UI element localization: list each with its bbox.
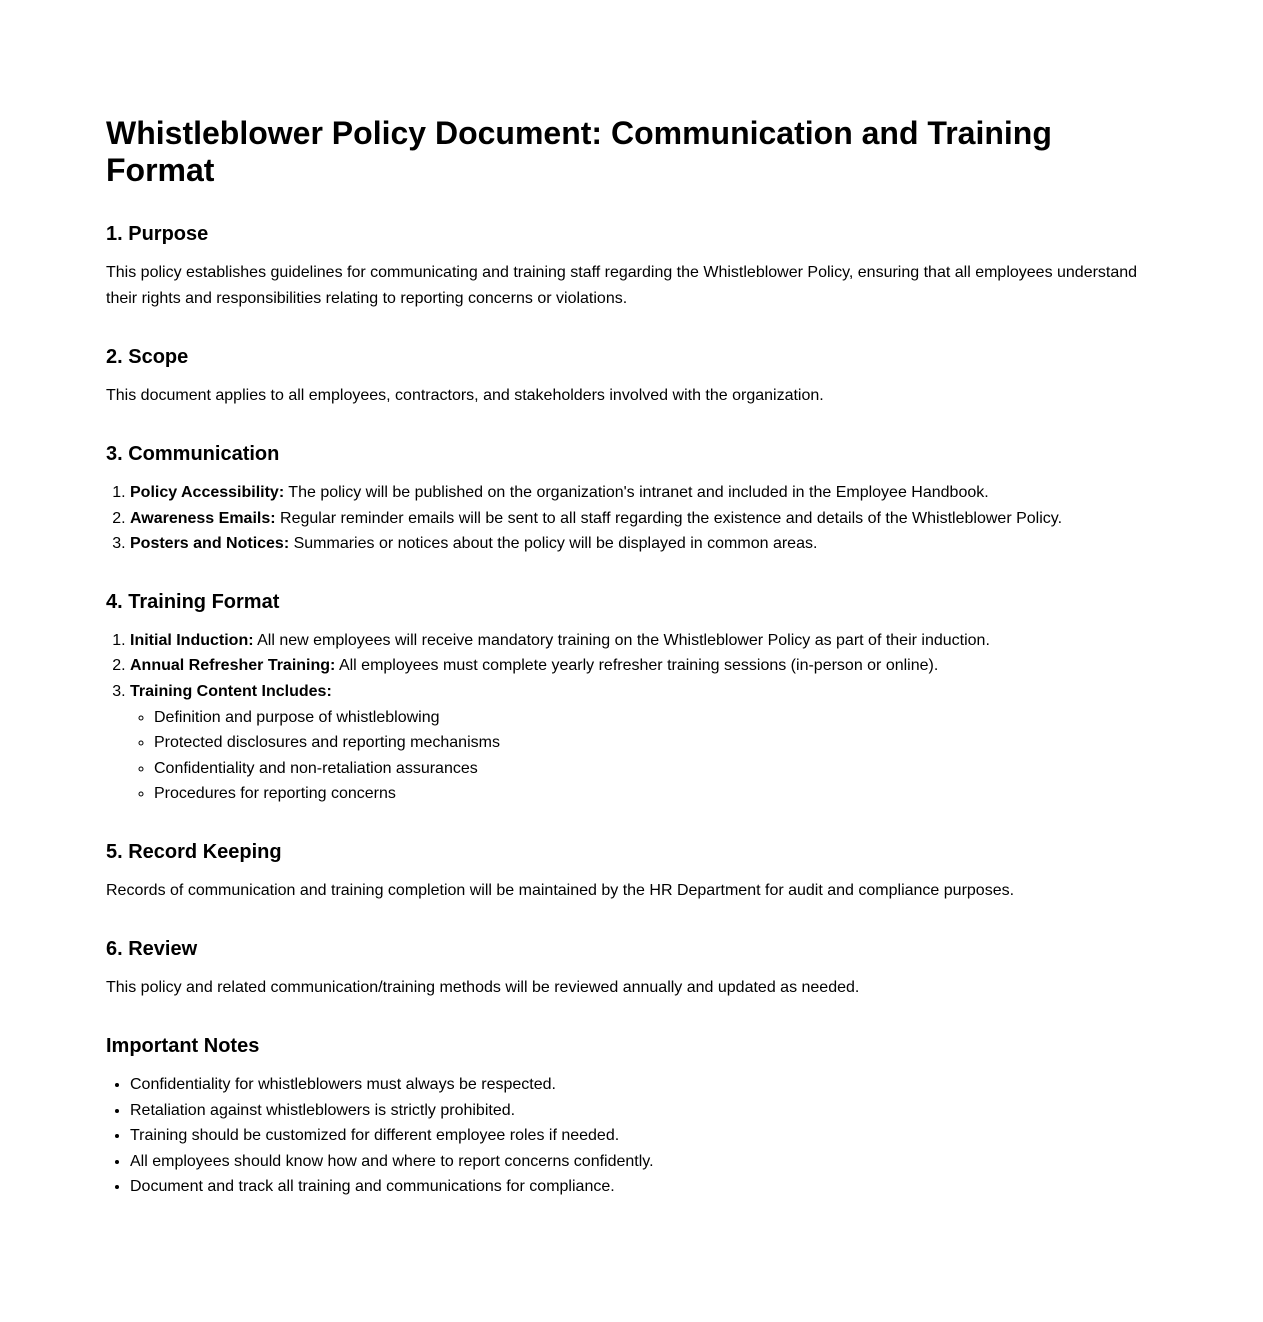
list-item: ◦ Protected disclosures and reporting mechanisms (154, 730, 1157, 756)
item-text: Regular reminder emails will be sent to all staff regarding the existence and details of the Whistleblower Policy. (275, 509, 1063, 527)
item-text: Summaries or notices about the policy will be displayed in common areas. (289, 535, 818, 553)
item-label: Policy Accessibility: (130, 484, 285, 501)
training-heading: 4. Training Format (106, 590, 280, 613)
item-label: Annual Refresher Training: (130, 657, 336, 675)
communication-heading: 3. Communication (106, 443, 280, 465)
list-item (130, 506, 1157, 532)
purpose-heading: 1. Purpose (106, 223, 209, 245)
notes-heading: Important Notes (106, 1034, 260, 1057)
item-text: The policy will be published on the organization's intranet and included in the Employee Handbook. (284, 484, 989, 501)
training-content-list (130, 705, 1157, 807)
section-purpose (106, 222, 1157, 312)
item-label: Initial Induction: (130, 631, 254, 649)
list-item: • Confidentiality for whistleblowers must always be respected. (130, 1072, 1157, 1098)
list-item: • All employees should know how and where to report concerns confidently. (130, 1149, 1157, 1175)
section-training (106, 590, 1157, 807)
communication-list (106, 480, 1157, 557)
item-text: All new employees will receive mandatory training on the Whistleblower Policy as part of their induction. (253, 631, 990, 649)
training-list (106, 628, 1157, 807)
review-text: This policy and related communication/training methods will be reviewed annually and updated as needed. (106, 978, 860, 996)
list-item (130, 531, 1157, 557)
section-scope (106, 345, 1157, 409)
item-label: Awareness Emails: (130, 509, 276, 527)
list-item: • Training should be customized for different employee roles if needed. (130, 1123, 1157, 1149)
scope-heading: 2. Scope (106, 346, 189, 368)
list-item: • Document and track all training and communications for compliance. (130, 1174, 1157, 1200)
list-item: ◦ Procedures for reporting concerns (154, 781, 1157, 807)
section-important-notes (106, 1034, 1157, 1200)
page-title: Whistleblower Policy Document: Communication and Training Format (106, 115, 1052, 188)
scope-text: This document applies to all employees, contractors, and stakeholders involved with the organization. (106, 387, 824, 404)
notes-list (106, 1072, 1157, 1200)
records-text: Records of communication and training completion will be maintained by the HR Department for audit and compliance purposes. (106, 881, 1015, 899)
section-communication (106, 442, 1157, 557)
list-item: ◦ Definition and purpose of whistleblowing (154, 705, 1157, 731)
review-heading: 6. Review (106, 937, 198, 960)
list-item (130, 679, 1157, 807)
records-heading: 5. Record Keeping (106, 840, 282, 863)
item-label: Posters and Notices: (130, 535, 290, 553)
list-item (130, 480, 1157, 506)
list-item (130, 628, 1157, 654)
section-record-keeping (106, 840, 1157, 904)
purpose-text: This policy establishes guidelines for communicating and training staff regarding the Whistleblower Policy, ensuring that all employees understand their rights and responsibilities relating to reporting concerns or violations. (106, 264, 1138, 307)
item-label: Training Content Includes: (130, 682, 332, 700)
list-item (130, 653, 1157, 679)
list-item: • Retaliation against whistleblowers is strictly prohibited. (130, 1098, 1157, 1124)
list-item: ◦ Confidentiality and non-retaliation assurances (154, 756, 1157, 782)
section-review (106, 937, 1157, 1001)
item-text: All employees must complete yearly refresher training sessions (in-person or online). (335, 657, 939, 675)
